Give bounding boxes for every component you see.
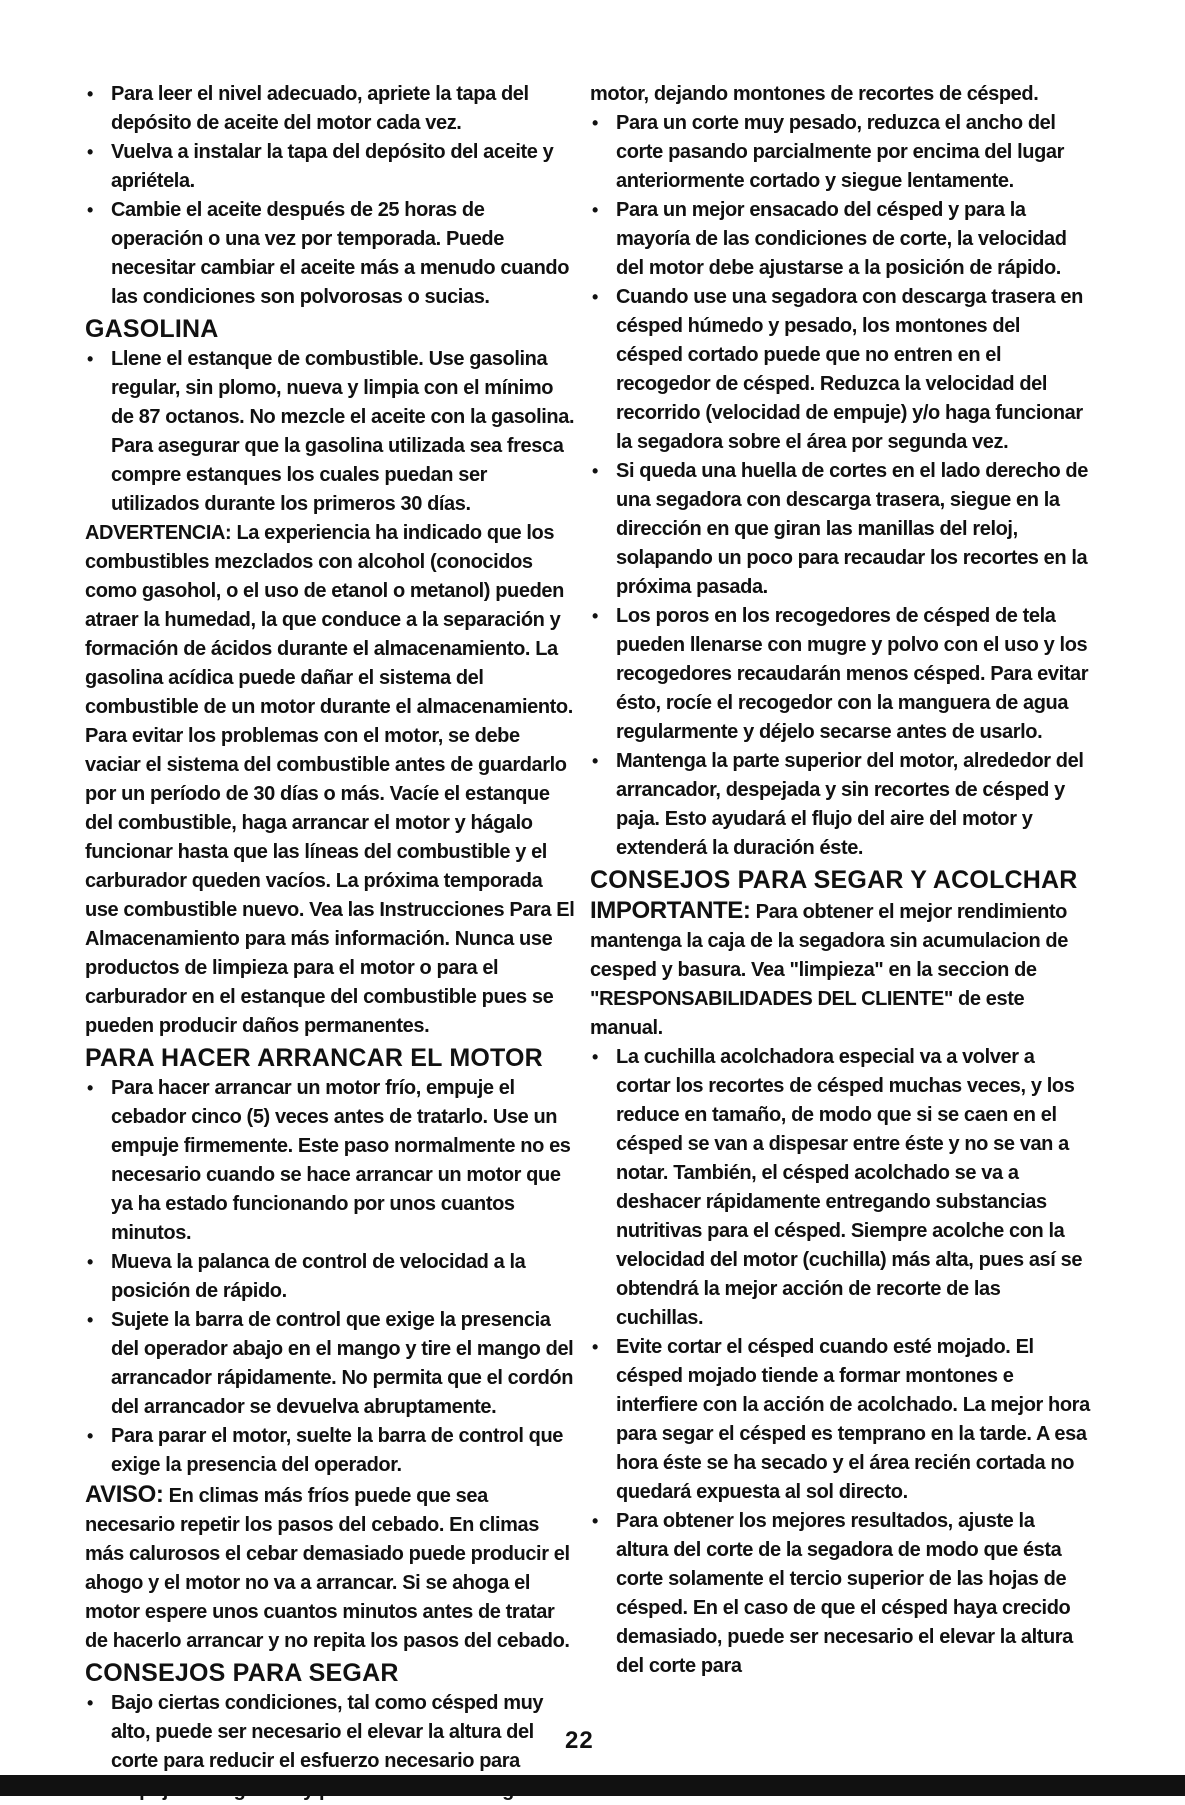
oil-bullet-list (85, 80, 575, 312)
importante-paragraph (590, 896, 1090, 1043)
list-item: • Mantenga la parte superior del motor, alrededor del arrancador, despejada y sin recortes de césped y paja. Esto ayudará el flujo del aire del motor y extenderá la duración éste. (590, 747, 1090, 863)
list-item: • Para un mejor ensacado del césped y para la mayoría de las condiciones de corte, la velocidad del motor debe ajustarse a la posición de rápido. (590, 196, 1090, 283)
left-column (85, 80, 575, 1805)
aviso-label: AVISO: (85, 1481, 164, 1508)
advertencia-label: ADVERTENCIA: (85, 522, 232, 544)
list-item: • Para obtener los mejores resultados, ajuste la altura del corte de la segadora de modo que ésta corte solamente el tercio superior de las hojas de césped. En el caso de que el césped haya crecido demasiado, puede ser necesario el elevar la altura del corte para (590, 1507, 1090, 1681)
arranque-bullet-list (85, 1074, 575, 1480)
bottom-border (0, 1775, 1185, 1796)
list-item: • La cuchilla acolchadora especial va a volver a cortar los recortes de césped muchas veces, y los reduce en tamaño, de modo que si se caen en el césped se van a dispesar entre éste y no se van a notar. También, el césped acolchado se va a deshacer rápidamente entregando substancias nutritivas para el césped. Siempre acolche con la velocidad del motor (cuchilla) más alta, pues así se obtendrá la mejor acción de recorte de las cuchillas. (590, 1043, 1090, 1333)
continuation-text: motor, dejando montones de recortes de césped. (590, 83, 1039, 105)
list-item: • Sujete la barra de control que exige la presencia del operador abajo en el mango y tire el mango del arrancador rápidamente. No permita que el cordón del arrancador se devuelva abruptamente. (85, 1306, 575, 1422)
list-item: • Si queda una huella de cortes en el lado derecho de una segadora con descarga trasera, siegue en la dirección en que giran las manillas del reloj, solapando un poco para recaudar los recortes en la próxima pasada. (590, 457, 1090, 602)
list-item: • Mueva la palanca de control de velocidad a la posición de rápido. (85, 1248, 575, 1306)
list-item: • Cambie el aceite después de 25 horas de operación o una vez por temporada. Puede necesitar cambiar el aceite más a menudo cuando las condiciones son polvorosas o sucias. (85, 196, 575, 312)
importante-label: IMPORTANTE: (590, 897, 751, 924)
list-item: • Para parar el motor, suelte la barra de control que exige la presencia del operador. (85, 1422, 575, 1480)
segar-bullet-list-continued (590, 109, 1090, 863)
section-heading-gasolina: GASOLINA (85, 315, 219, 343)
list-item: • Para hacer arrancar un motor frío, empuje el cebador cinco (5) veces antes de tratarlo. Use un empuje firmemente. Este paso normalmente no es necesario cuando se hace arrancar un motor que ya ha estado funcionando por unos cuantos minutos. (85, 1074, 575, 1248)
section-heading-acolchar: CONSEJOS PARA SEGAR Y ACOLCHAR (590, 866, 1078, 894)
section-heading-segar: CONSEJOS PARA SEGAR (85, 1659, 399, 1687)
list-item: • Cuando use una segadora con descarga trasera en césped húmedo y pesado, los montones del césped cortado puede que no entren en el recogedor de césped. Reduzca la velocidad del recorrido (velocidad de empuje) y/o haga funcionar la segadora sobre el área por segunda vez. (590, 283, 1090, 457)
acolchar-bullet-list (590, 1043, 1090, 1681)
gasolina-bullet-list (85, 345, 575, 519)
list-item: • Vuelva a instalar la tapa del depósito del aceite y apriétela. (85, 138, 575, 196)
page-number: 22 (565, 1727, 594, 1754)
list-item: • Los poros en los recogedores de césped de tela pueden llenarse con mugre y polvo con el uso y los recogedores recaudarán menos césped. Para evitar ésto, rocíe el recogedor con la manguera de agua regularmente y déjelo secarse antes de usarlo. (590, 602, 1090, 747)
list-item: • Bajo ciertas condiciones, tal como césped muy alto, puede ser necesario el elevar la altura del corte para reducir el esfuerzo necesario para (85, 1689, 575, 1805)
aviso-paragraph (85, 1480, 575, 1656)
list-item: • Para leer el nivel adecuado, apriete la tapa del depósito de aceite del motor cada vez. (85, 80, 575, 138)
list-item: • Evite cortar el césped cuando esté mojado. El césped mojado tiende a formar montones e interfiere con la acción de acolchado. La mejor hora para segar el césped es temprano en la tarde. A esa hora éste se ha secado y el área recién cortada no quedará expuesta al sol directo. (590, 1333, 1090, 1507)
importante-text: Para obtener el mejor rendimiento mantenga la caja de la segadora sin acumulacion de cesped y basura. Vea "limpieza" en la seccion de "RESPONSABILIDADES DEL CLIENTE" de este manual. (590, 901, 1068, 1039)
right-column (590, 80, 1090, 1681)
aviso-text: En climas más fríos puede que sea necesario repetir los pasos del cebado. En climas más calurosos el cebar demasiado puede producir el ahogo y el motor no va a arrancar. Si se ahoga el motor espere unos cuantos minutos antes de tratar de hacerlo arrancar y no repita los pasos del cebado. (85, 1485, 570, 1652)
list-item: • Llene el estanque de combustible. Use gasolina regular, sin plomo, nueva y limpia con el mínimo de 87 octanos. No mezcle el aceite con la gasolina. Para asegurar que la gasolina utilizada sea fresca compre estanques los cuales puedan ser utilizados durante los primeros 30 días. (85, 345, 575, 519)
advertencia-text: La experiencia ha indicado que los combustibles mezclados con alcohol (conocidos como gasohol, o el uso de etanol o metanol) pueden atraer la humedad, la que conduce a la separación y formación de ácidos durante el almacenamiento. La gasolina acídica puede dañar el sistema del combustible de un motor durante el almacenamiento. Para evitar los problemas con el motor, se debe vaciar el sistema del combustible antes de guardarlo por un período de 30 días o más. Vacíe el estanque del combustible, haga arrancar el motor y hágalo funcionar hasta que las líneas del combustible y el carburador queden vacíos. La próxima temporada use combustible nuevo. Vea las Instrucciones Para El Almacenamiento para más información. Nunca use productos de limpieza para el motor o para el carburador en el estanque del combustible pues se pueden producir daños permanentes. (85, 522, 575, 1037)
list-item: • Para un corte muy pesado, reduzca el ancho del corte pasando parcialmente por encima del lugar anteriormente cortado y siegue lentamente. (590, 109, 1090, 196)
advertencia-paragraph (85, 519, 575, 1041)
section-heading-arranque: PARA HACER ARRANCAR EL MOTOR (85, 1044, 543, 1072)
